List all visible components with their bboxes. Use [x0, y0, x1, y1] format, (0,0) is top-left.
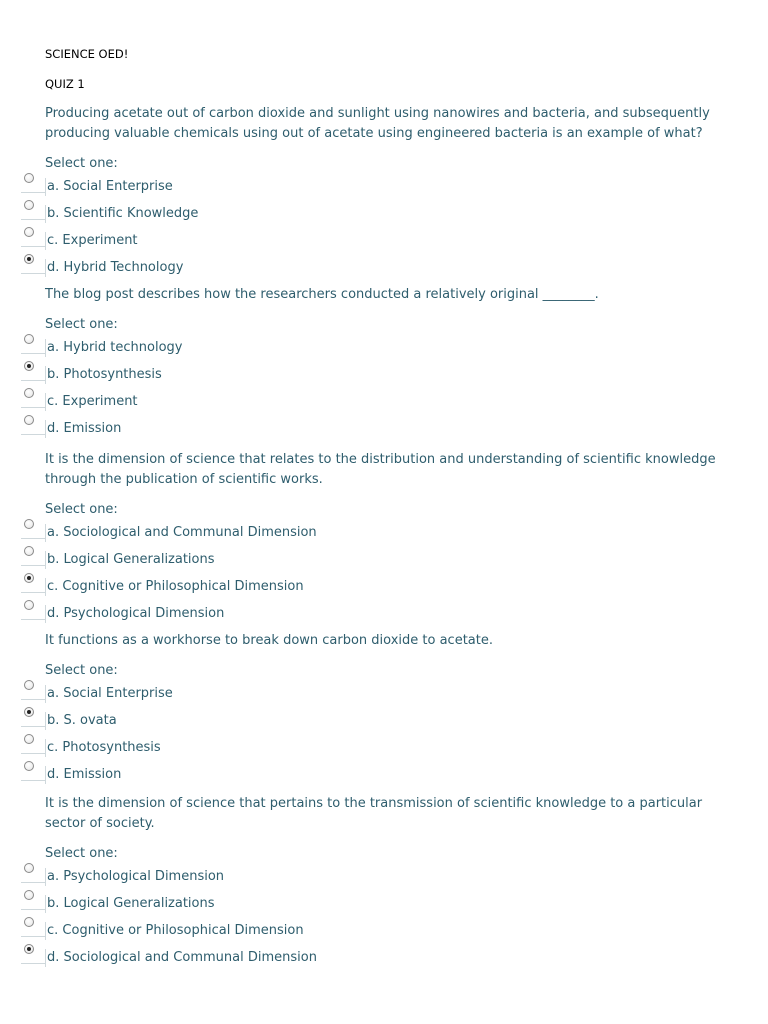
radio-unselected-icon[interactable]	[24, 600, 34, 610]
answer-option[interactable]	[45, 201, 735, 228]
answer-option[interactable]	[45, 228, 735, 255]
answer-option-label[interactable]: c. Cognitive or Philosophical Dimension	[47, 923, 304, 938]
answer-option-label[interactable]: a. Social Enterprise	[47, 686, 173, 701]
radio-selected-icon[interactable]	[24, 361, 34, 371]
option-divider	[45, 712, 46, 730]
option-underline	[21, 380, 45, 381]
quiz-title: SCIENCE OED!	[45, 47, 129, 61]
question-block	[45, 794, 735, 972]
radio-unselected-icon[interactable]	[24, 680, 34, 690]
answer-option[interactable]	[45, 416, 735, 443]
answer-option-label[interactable]: b. S. ovata	[47, 713, 117, 728]
option-divider	[45, 605, 46, 623]
answer-option-label[interactable]: d. Hybrid Technology	[47, 260, 184, 275]
radio-unselected-icon[interactable]	[24, 546, 34, 556]
option-underline	[21, 219, 45, 220]
option-underline	[21, 565, 45, 566]
answer-option[interactable]	[45, 520, 735, 547]
option-divider	[45, 922, 46, 940]
option-underline	[21, 963, 45, 964]
option-underline	[21, 592, 45, 593]
question-text: It is the dimension of science that relates to the distribution and understanding of scientific knowledge through the publication of scientific works.	[45, 452, 716, 487]
question-text: It is the dimension of science that pertains to the transmission of scientific knowledge to a particular sector of society.	[45, 796, 703, 831]
answer-option-label[interactable]: b. Logical Generalizations	[47, 896, 215, 911]
radio-unselected-icon[interactable]	[24, 890, 34, 900]
option-divider	[45, 178, 46, 196]
radio-unselected-icon[interactable]	[24, 863, 34, 873]
answer-option-label[interactable]: b. Photosynthesis	[47, 367, 162, 382]
option-divider	[45, 420, 46, 438]
answer-option-label[interactable]: b. Logical Generalizations	[47, 552, 215, 567]
answer-option-label[interactable]: b. Scientific Knowledge	[47, 206, 199, 221]
radio-unselected-icon[interactable]	[24, 388, 34, 398]
answer-option-label[interactable]: d. Psychological Dimension	[47, 606, 225, 621]
answer-option[interactable]	[45, 255, 735, 282]
select-one-label: Select one:	[45, 663, 118, 678]
radio-unselected-icon[interactable]	[24, 415, 34, 425]
answer-option[interactable]	[45, 574, 735, 601]
option-divider	[45, 232, 46, 250]
answer-option[interactable]	[45, 864, 735, 891]
option-underline	[21, 407, 45, 408]
radio-selected-icon[interactable]	[24, 573, 34, 583]
answer-option[interactable]	[45, 918, 735, 945]
question-block	[45, 631, 735, 789]
answer-option-label[interactable]: c. Cognitive or Philosophical Dimension	[47, 579, 304, 594]
answer-option-label[interactable]: d. Emission	[47, 767, 122, 782]
answer-option-label[interactable]: a. Hybrid technology	[47, 340, 183, 355]
option-divider	[45, 551, 46, 569]
answer-option[interactable]	[45, 547, 735, 574]
answer-option[interactable]	[45, 335, 735, 362]
option-underline	[21, 780, 45, 781]
answer-option[interactable]	[45, 362, 735, 389]
question-block	[45, 450, 735, 628]
option-underline	[21, 699, 45, 700]
radio-unselected-icon[interactable]	[24, 200, 34, 210]
question-block	[45, 104, 735, 282]
option-underline	[21, 882, 45, 883]
option-divider	[45, 366, 46, 384]
answer-option[interactable]	[45, 174, 735, 201]
question-text: It functions as a workhorse to break down carbon dioxide to acetate.	[45, 633, 493, 648]
radio-unselected-icon[interactable]	[24, 917, 34, 927]
option-divider	[45, 205, 46, 223]
answer-option-label[interactable]: a. Psychological Dimension	[47, 869, 225, 884]
quiz-subtitle: QUIZ 1	[45, 77, 85, 91]
select-one-label: Select one:	[45, 846, 118, 861]
radio-unselected-icon[interactable]	[24, 173, 34, 183]
question-block	[45, 285, 735, 443]
select-one-label: Select one:	[45, 317, 118, 332]
answer-option[interactable]	[45, 945, 735, 972]
option-underline	[21, 936, 45, 937]
option-underline	[21, 619, 45, 620]
answer-option[interactable]	[45, 708, 735, 735]
option-underline	[21, 726, 45, 727]
option-underline	[21, 246, 45, 247]
radio-unselected-icon[interactable]	[24, 227, 34, 237]
answer-option-label[interactable]: c. Photosynthesis	[47, 740, 161, 755]
answer-option-label[interactable]: c. Experiment	[47, 394, 138, 409]
option-underline	[21, 909, 45, 910]
option-divider	[45, 685, 46, 703]
select-one-label: Select one:	[45, 156, 118, 171]
option-divider	[45, 578, 46, 596]
answer-option-label[interactable]: a. Social Enterprise	[47, 179, 173, 194]
option-divider	[45, 766, 46, 784]
option-divider	[45, 895, 46, 913]
question-text: Producing acetate out of carbon dioxide and sunlight using nanowires and bacteria, and subsequently producing valuable chemicals using out of acetate using engineered bacteria is an example of what?	[45, 106, 710, 141]
option-underline	[21, 538, 45, 539]
answer-option[interactable]	[45, 762, 735, 789]
option-divider	[45, 339, 46, 357]
radio-selected-icon[interactable]	[24, 254, 34, 264]
answer-option-label[interactable]: d. Sociological and Communal Dimension	[47, 950, 317, 965]
radio-unselected-icon[interactable]	[24, 761, 34, 771]
radio-unselected-icon[interactable]	[24, 334, 34, 344]
option-underline	[21, 353, 45, 354]
answer-option[interactable]	[45, 735, 735, 762]
radio-selected-icon[interactable]	[24, 944, 34, 954]
option-divider	[45, 868, 46, 886]
answer-option-label[interactable]: a. Sociological and Communal Dimension	[47, 525, 317, 540]
option-underline	[21, 192, 45, 193]
option-divider	[45, 524, 46, 542]
question-text: The blog post describes how the researchers conducted a relatively original ________.	[45, 287, 599, 302]
answer-option[interactable]	[45, 891, 735, 918]
answer-option[interactable]	[45, 389, 735, 416]
option-divider	[45, 949, 46, 967]
option-underline	[21, 434, 45, 435]
option-underline	[21, 753, 45, 754]
radio-selected-icon[interactable]	[24, 707, 34, 717]
option-divider	[45, 259, 46, 277]
answer-option[interactable]	[45, 681, 735, 708]
answer-option-label[interactable]: d. Emission	[47, 421, 122, 436]
select-one-label: Select one:	[45, 502, 118, 517]
answer-option-label[interactable]: c. Experiment	[47, 233, 138, 248]
answer-option[interactable]	[45, 601, 735, 628]
radio-unselected-icon[interactable]	[24, 519, 34, 529]
option-divider	[45, 393, 46, 411]
option-divider	[45, 739, 46, 757]
radio-unselected-icon[interactable]	[24, 734, 34, 744]
option-underline	[21, 273, 45, 274]
